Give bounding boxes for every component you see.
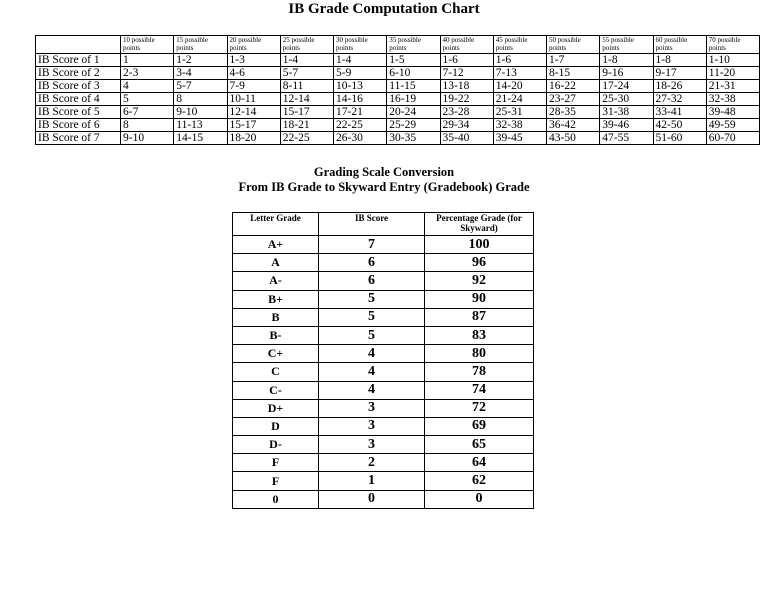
table-cell: 4-6 xyxy=(227,67,280,80)
ib-score-cell: 4 xyxy=(319,381,425,399)
table-row xyxy=(233,290,534,308)
table-cell: 49-59 xyxy=(706,119,759,132)
percentage-cell: 87 xyxy=(425,308,534,326)
table-cell: 1-6 xyxy=(440,54,493,67)
table-row xyxy=(233,326,534,344)
table-cell: 30-35 xyxy=(387,132,440,145)
column-header: Letter Grade xyxy=(233,213,319,236)
table-cell: 15-17 xyxy=(280,106,333,119)
ib-score-cell: 1 xyxy=(319,472,425,490)
column-header: 50 possible points xyxy=(547,36,600,54)
ib-score-cell: 5 xyxy=(319,308,425,326)
table-cell: 5 xyxy=(121,93,174,106)
column-header: 60 possible points xyxy=(653,36,706,54)
letter-grade-cell: B+ xyxy=(233,290,319,308)
percentage-cell: 72 xyxy=(425,399,534,417)
table-row xyxy=(36,93,760,106)
ib-computation-table xyxy=(35,35,760,145)
table-cell: 28-35 xyxy=(547,106,600,119)
table-cell: 35-40 xyxy=(440,132,493,145)
ib-score-cell: 0 xyxy=(319,490,425,508)
page-title: IB Grade Computation Chart xyxy=(288,1,480,17)
conversion-title: Grading Scale Conversion xyxy=(313,165,455,179)
percentage-cell: 92 xyxy=(425,272,534,290)
table-row xyxy=(233,490,534,508)
table-cell: 18-26 xyxy=(653,80,706,93)
ib-score-cell: 6 xyxy=(319,254,425,272)
percentage-cell: 83 xyxy=(425,326,534,344)
table-cell: 9-10 xyxy=(174,106,227,119)
table-cell: 1-3 xyxy=(227,54,280,67)
table-cell: 12-14 xyxy=(280,93,333,106)
ib-score-cell: 7 xyxy=(319,236,425,254)
table-cell: 29-34 xyxy=(440,119,493,132)
letter-grade-cell: D- xyxy=(233,436,319,454)
table-cell: 14-20 xyxy=(493,80,546,93)
table-cell: 11-15 xyxy=(387,80,440,93)
ib-score-cell: 2 xyxy=(319,454,425,472)
table-cell: 42-50 xyxy=(653,119,706,132)
table-row xyxy=(233,308,534,326)
table-row xyxy=(36,80,760,93)
table-row xyxy=(233,399,534,417)
table-cell: 26-30 xyxy=(334,132,387,145)
ib-score-cell: 3 xyxy=(319,399,425,417)
letter-grade-cell: F xyxy=(233,454,319,472)
table-cell: 32-38 xyxy=(706,93,759,106)
table-cell: 17-21 xyxy=(334,106,387,119)
table-cell: 17-24 xyxy=(600,80,653,93)
table-cell: 13-18 xyxy=(440,80,493,93)
percentage-cell: 80 xyxy=(425,345,534,363)
row-label: IB Score of 2 xyxy=(36,67,121,80)
row-label: IB Score of 4 xyxy=(36,93,121,106)
column-header: 35 possible points xyxy=(387,36,440,54)
table-cell: 19-22 xyxy=(440,93,493,106)
table-cell: 47-55 xyxy=(600,132,653,145)
table-cell: 16-22 xyxy=(547,80,600,93)
table-cell: 22-25 xyxy=(280,132,333,145)
column-header: 70 possible points xyxy=(706,36,759,54)
column-header: 30 possible points xyxy=(334,36,387,54)
table-cell: 5-7 xyxy=(174,80,227,93)
table-cell: 39-46 xyxy=(600,119,653,132)
table-cell: 16-19 xyxy=(387,93,440,106)
table-cell: 1-8 xyxy=(653,54,706,67)
letter-grade-cell: D xyxy=(233,417,319,435)
table-cell: 9-16 xyxy=(600,67,653,80)
table-header-row xyxy=(36,36,760,54)
table-cell: 7-13 xyxy=(493,67,546,80)
table-cell: 1-4 xyxy=(280,54,333,67)
table-row xyxy=(233,272,534,290)
table-cell: 14-15 xyxy=(174,132,227,145)
table-cell: 6-7 xyxy=(121,106,174,119)
table-row xyxy=(233,417,534,435)
table-cell: 18-20 xyxy=(227,132,280,145)
table-row xyxy=(233,345,534,363)
table-cell: 25-29 xyxy=(387,119,440,132)
ib-score-cell: 3 xyxy=(319,436,425,454)
column-header: 40 possible points xyxy=(440,36,493,54)
table-cell: 27-32 xyxy=(653,93,706,106)
percentage-cell: 96 xyxy=(425,254,534,272)
percentage-cell: 74 xyxy=(425,381,534,399)
row-label: IB Score of 1 xyxy=(36,54,121,67)
table-cell: 21-31 xyxy=(706,80,759,93)
corner-cell xyxy=(36,36,121,54)
letter-grade-cell: F xyxy=(233,472,319,490)
letter-grade-cell: B- xyxy=(233,326,319,344)
letter-grade-cell: D+ xyxy=(233,399,319,417)
table-cell: 25-30 xyxy=(600,93,653,106)
letter-grade-cell: C+ xyxy=(233,345,319,363)
table-cell: 39-48 xyxy=(706,106,759,119)
table-row xyxy=(36,106,760,119)
table-cell: 31-38 xyxy=(600,106,653,119)
table-cell: 18-21 xyxy=(280,119,333,132)
table-cell: 23-28 xyxy=(440,106,493,119)
table-cell: 1-2 xyxy=(174,54,227,67)
table-cell: 15-17 xyxy=(227,119,280,132)
table-cell: 39-45 xyxy=(493,132,546,145)
table-cell: 3-4 xyxy=(174,67,227,80)
table-cell: 23-27 xyxy=(547,93,600,106)
table-cell: 1-10 xyxy=(706,54,759,67)
column-header: 20 possible points xyxy=(227,36,280,54)
table-cell: 2-3 xyxy=(121,67,174,80)
percentage-cell: 65 xyxy=(425,436,534,454)
table-row xyxy=(233,363,534,381)
column-header: 10 possible points xyxy=(121,36,174,54)
letter-grade-cell: B xyxy=(233,308,319,326)
ib-score-cell: 3 xyxy=(319,417,425,435)
table-cell: 10-13 xyxy=(334,80,387,93)
ib-score-cell: 4 xyxy=(319,345,425,363)
table-cell: 5-7 xyxy=(280,67,333,80)
table-row xyxy=(233,254,534,272)
column-header: 15 possible points xyxy=(174,36,227,54)
percentage-cell: 62 xyxy=(425,472,534,490)
column-header: IB Score xyxy=(319,213,425,236)
table-cell: 9-17 xyxy=(653,67,706,80)
table-header-row xyxy=(233,213,534,236)
table-cell: 1 xyxy=(121,54,174,67)
table-row xyxy=(36,132,760,145)
table-cell: 1-7 xyxy=(547,54,600,67)
letter-grade-cell: 0 xyxy=(233,490,319,508)
table-cell: 51-60 xyxy=(653,132,706,145)
table-cell: 11-20 xyxy=(706,67,759,80)
percentage-cell: 100 xyxy=(425,236,534,254)
table-cell: 8-11 xyxy=(280,80,333,93)
letter-grade-cell: C xyxy=(233,363,319,381)
table-cell: 8 xyxy=(174,93,227,106)
row-label: IB Score of 7 xyxy=(36,132,121,145)
table-row xyxy=(233,236,534,254)
table-cell: 43-50 xyxy=(547,132,600,145)
percentage-cell: 90 xyxy=(425,290,534,308)
table-row xyxy=(233,472,534,490)
table-row xyxy=(233,381,534,399)
table-cell: 20-24 xyxy=(387,106,440,119)
table-cell: 60-70 xyxy=(706,132,759,145)
grading-scale-table xyxy=(232,212,534,509)
column-header: 25 possible points xyxy=(280,36,333,54)
table-cell: 7-9 xyxy=(227,80,280,93)
column-header: 55 possible points xyxy=(600,36,653,54)
percentage-cell: 78 xyxy=(425,363,534,381)
table-row xyxy=(36,119,760,132)
table-row xyxy=(36,54,760,67)
ib-score-cell: 4 xyxy=(319,363,425,381)
table-cell: 1-4 xyxy=(334,54,387,67)
table-cell: 7-12 xyxy=(440,67,493,80)
table-cell: 32-38 xyxy=(493,119,546,132)
percentage-cell: 69 xyxy=(425,417,534,435)
table-cell: 9-10 xyxy=(121,132,174,145)
table-cell: 1-6 xyxy=(493,54,546,67)
ib-score-cell: 6 xyxy=(319,272,425,290)
table-cell: 1-5 xyxy=(387,54,440,67)
ib-score-cell: 5 xyxy=(319,290,425,308)
column-header: Percentage Grade (for Skyward) xyxy=(425,213,534,236)
row-label: IB Score of 3 xyxy=(36,80,121,93)
table-cell: 21-24 xyxy=(493,93,546,106)
row-label: IB Score of 6 xyxy=(36,119,121,132)
table-cell: 8-15 xyxy=(547,67,600,80)
table-cell: 6-10 xyxy=(387,67,440,80)
table-cell: 12-14 xyxy=(227,106,280,119)
table-cell: 1-8 xyxy=(600,54,653,67)
table-cell: 22-25 xyxy=(334,119,387,132)
letter-grade-cell: A- xyxy=(233,272,319,290)
table-cell: 4 xyxy=(121,80,174,93)
percentage-cell: 64 xyxy=(425,454,534,472)
table-row xyxy=(36,67,760,80)
letter-grade-cell: A xyxy=(233,254,319,272)
column-header: 45 possible points xyxy=(493,36,546,54)
letter-grade-cell: C- xyxy=(233,381,319,399)
percentage-cell: 0 xyxy=(425,490,534,508)
table-cell: 10-11 xyxy=(227,93,280,106)
table-row xyxy=(233,436,534,454)
letter-grade-cell: A+ xyxy=(233,236,319,254)
row-label: IB Score of 5 xyxy=(36,106,121,119)
table-row xyxy=(233,454,534,472)
table-cell: 8 xyxy=(121,119,174,132)
table-cell: 25-31 xyxy=(493,106,546,119)
conversion-subtitle: From IB Grade to Skyward Entry (Gradebook) Grade xyxy=(238,180,530,194)
ib-score-cell: 5 xyxy=(319,326,425,344)
table-cell: 14-16 xyxy=(334,93,387,106)
table-cell: 36-42 xyxy=(547,119,600,132)
table-cell: 5-9 xyxy=(334,67,387,80)
table-cell: 33-41 xyxy=(653,106,706,119)
table-cell: 11-13 xyxy=(174,119,227,132)
